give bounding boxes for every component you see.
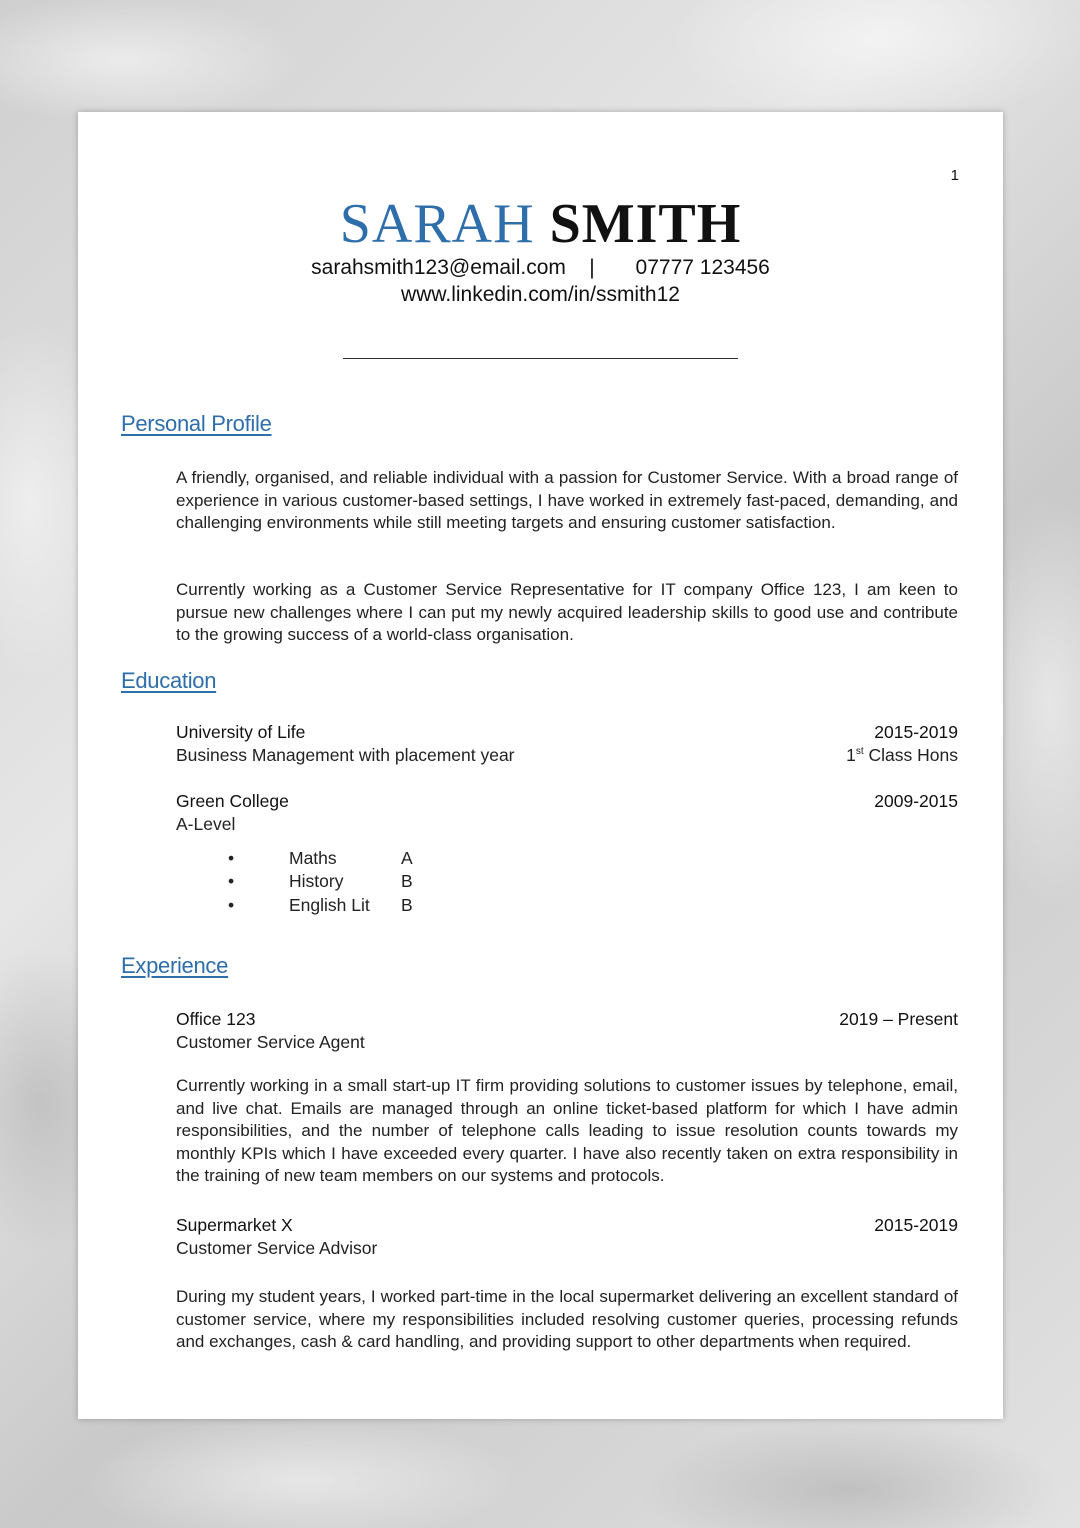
page-number: 1 bbox=[950, 167, 959, 184]
job-dates: 2019 – Present bbox=[839, 1009, 958, 1029]
phone-text: 07777 123456 bbox=[635, 256, 770, 279]
profile-paragraph-1: A friendly, organised, and reliable individual with a passion for Customer Service. With a broad range of experience in various customer-based settings, I have worked in extremely fast-paced, demanding, and challenging environments while still meeting targets and ensuring customer satisfaction. bbox=[176, 468, 958, 532]
header-divider bbox=[343, 358, 738, 359]
resume-page bbox=[78, 112, 1003, 1419]
education-dates: 2009-2015 bbox=[874, 791, 958, 811]
company-name: Supermarket X bbox=[176, 1215, 293, 1235]
institution-name: Green College bbox=[176, 791, 289, 811]
first-name: SARAH bbox=[339, 193, 535, 255]
subject-grade: B bbox=[401, 895, 413, 915]
degree-result: 1st Class Hons bbox=[846, 745, 958, 765]
bullet-icon: • bbox=[228, 895, 235, 915]
company-name: Office 123 bbox=[176, 1009, 256, 1029]
subject-grade: B bbox=[401, 871, 413, 891]
institution-name: University of Life bbox=[176, 722, 306, 742]
profile-paragraph-2: Currently working as a Customer Service Representative for IT company Office 123, I am keen to pursue new challenges where I can put my newly acquired leadership skills to good use and contribute to the growing success of a world-class organisation. bbox=[176, 580, 958, 644]
candidate-name bbox=[78, 192, 1003, 256]
bullet-icon: • bbox=[228, 848, 235, 868]
course-name: A-Level bbox=[176, 814, 236, 834]
course-name: Business Management with placement year bbox=[176, 745, 515, 765]
education-dates: 2015-2019 bbox=[874, 722, 958, 742]
linkedin-url: www.linkedin.com/in/ssmith12 bbox=[401, 283, 680, 306]
role-title: Customer Service Agent bbox=[176, 1032, 365, 1052]
last-name: SMITH bbox=[549, 193, 742, 255]
subject-grade: A bbox=[401, 848, 413, 868]
job-description: Currently working in a small start-up IT firm providing solutions to customer issues by telephone, email, and live chat. Emails are managed through an online ticket-based platform for which I have admin responsibilities, and the number of telephone calls leading to issue resolution counts towards my monthly KPIs which I have exceeded every quarter. I have also recently taken on extra responsibility in the training of new team members on our systems and protocols. bbox=[176, 1076, 958, 1185]
subject-name: English Lit bbox=[289, 895, 370, 915]
contact-separator: | bbox=[589, 256, 595, 279]
email-text: sarahsmith123@email.com bbox=[311, 256, 566, 279]
role-title: Customer Service Advisor bbox=[176, 1238, 378, 1258]
subject-name: Maths bbox=[289, 848, 337, 868]
experience-heading: Experience bbox=[121, 953, 229, 978]
profile-heading: Personal Profile bbox=[121, 411, 272, 436]
contact-line bbox=[78, 255, 1003, 281]
education-heading: Education bbox=[121, 668, 217, 693]
subject-name: History bbox=[289, 871, 344, 891]
job-description: During my student years, I worked part-time in the local supermarket delivering an excellent standard of customer service, where my responsibilities included resolving customer queries, processing refunds and exchanges, cash & card handling, and providing support to other departments when required. bbox=[176, 1287, 958, 1351]
bullet-icon: • bbox=[228, 871, 235, 891]
job-dates: 2015-2019 bbox=[874, 1215, 958, 1235]
